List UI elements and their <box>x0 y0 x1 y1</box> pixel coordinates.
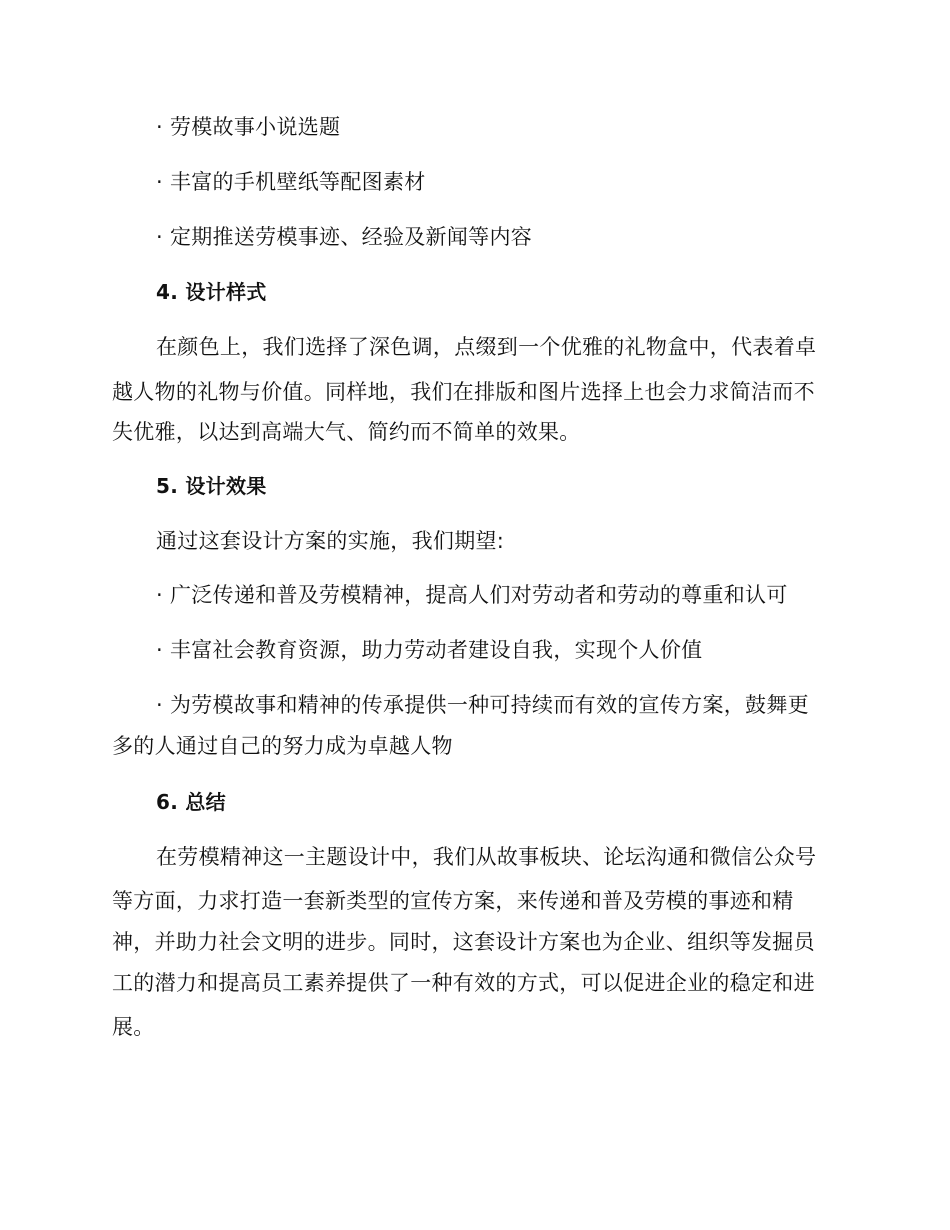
bullet-item-continuation: 多的人通过自己的努力成为卓越人物 <box>112 734 453 758</box>
section-heading-design-effect: 5. 设计效果 <box>156 474 267 498</box>
bullet-item: · 丰富的手机壁纸等配图素材 <box>156 170 426 194</box>
paragraph-line: 等方面，力求打造一套新类型的宣传方案，来传递和普及劳模的事迹和精 <box>112 889 794 913</box>
paragraph-line: 工的潜力和提高员工素养提供了一种有效的方式，可以促进企业的稳定和进 <box>112 971 815 995</box>
paragraph-line: 失优雅，以达到高端大气、简约而不简单的效果。 <box>112 420 581 444</box>
paragraph-line: 越人物的礼物与价值。同样地，我们在排版和图片选择上也会力求简洁而不 <box>112 380 815 404</box>
section-heading-summary: 6. 总结 <box>156 790 226 814</box>
bullet-item: · 定期推送劳模事迹、经验及新闻等内容 <box>156 225 533 249</box>
paragraph-line: 展。 <box>112 1015 155 1039</box>
paragraph-line: 在劳模精神这一主题设计中，我们从故事板块、论坛沟通和微信公众号 <box>156 845 817 869</box>
bullet-item: · 为劳模故事和精神的传承提供一种可持续而有效的宣传方案，鼓舞更 <box>156 693 809 717</box>
paragraph-line: 神，并助力社会文明的进步。同时，这套设计方案也为企业、组织等发掘员 <box>112 930 815 954</box>
bullet-item: · 劳模故事小说选题 <box>156 115 341 139</box>
paragraph-line: 通过这套设计方案的实施，我们期望: <box>156 529 505 553</box>
bullet-item: · 丰富社会教育资源，助力劳动者建设自我，实现个人价值 <box>156 638 703 662</box>
section-heading-design-style: 4. 设计样式 <box>156 280 267 304</box>
paragraph-line: 在颜色上，我们选择了深色调，点缀到一个优雅的礼物盒中，代表着卓 <box>156 335 817 359</box>
bullet-item: · 广泛传递和普及劳模精神，提高人们对劳动者和劳动的尊重和认可 <box>156 583 788 607</box>
